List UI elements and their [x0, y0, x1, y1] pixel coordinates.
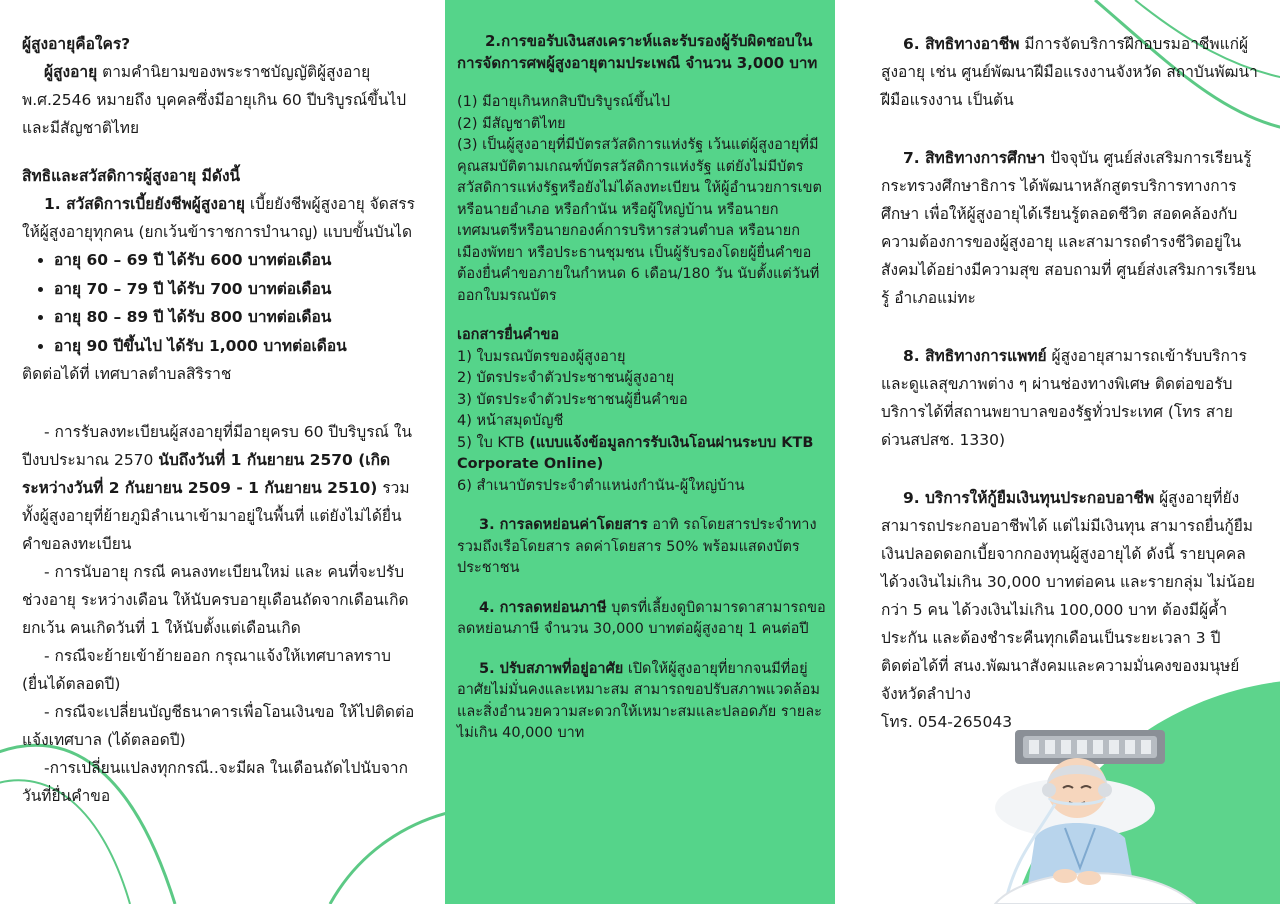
item8-medical: 8. สิทธิทางการแพทย์ ผู้สูงอายุสามารถเข้ารับบริการและดูแลสุขภาพต่าง ๆ ผ่านช่องทางพิเศษ ติดต่อขอรับบริการได้ที่สถานพยาบาลของรัฐทั่วประเทศ (โทร สายด่วนสปสช. 1330): [881, 347, 1247, 449]
document-item: 2) บัตรประจำตัวประชาชนผู้สูงอายุ: [457, 370, 675, 386]
condition-item: (1) มีอายุเกินหกสิบปีบริบูรณ์ขึ้นไป: [457, 94, 671, 110]
brochure-panel-left: [0, 0, 445, 904]
elderly-patient-in-bed-icon: [965, 718, 1215, 904]
document-item: 1) ใบมรณบัตรของผู้สูงอายุ: [457, 348, 626, 365]
item5-housing: 5. ปรับสภาพที่อยู่อาศัย เปิดให้ผู้สูงอายุที่ยากจนมีที่อยู่อาศัยไม่มั่นคงและเหมาะสม สามารถขอปรับสภาพแวดล้อมและสิ่งอำนวยความสะดวกให้เหมาะสมและปลอดภัย รายละไม่เกิน 40,000 บาท: [457, 660, 822, 741]
brochure-panel-right: [835, 0, 1280, 904]
list-item: • อายุ 80 – 89 ปี ได้รับ 800 บาทต่อเดือน: [54, 303, 417, 332]
item1-allowance: 1. สวัสดิการเบี้ยยังชีพผู้สูงอายุ เบี้ยยังชีพผู้สูงอายุ จัดสรรให้ผู้สูงอายุทุกคน (ยกเว้นข้าราชการบำนาญ) แบบขั้นบันได: [22, 195, 415, 241]
allowance-list: [22, 246, 417, 360]
bank-change-note: - กรณีจะเปลี่ยนบัญชีธนาคารเพื่อโอนเงินขอ ให้ไปติดต่อแจ้งเทศบาล (ได้ตลอดปี): [22, 703, 415, 749]
elderly-definition: ผู้สูงอายุ ตามคำนิยามของพระราชบัญญัติผู้สูงอายุ พ.ศ.2546 หมายถึง บุคคลซึ่งมีอายุเกิน 60 ปีบริบูรณ์ขึ้นไป และมีสัญชาติไทย: [22, 63, 407, 137]
documents-heading: เอกสารยื่นคำขอ: [457, 327, 560, 343]
list-item: • อายุ 70 – 79 ปี ได้รับ 700 บาทต่อเดือน: [54, 275, 417, 304]
registration-note: - การรับลงทะเบียนผู้สงอายุที่มีอายุครบ 60 ปีบริบูรณ์ ในปีงบประมาณ 2570 นับถึงวันที่ 1 กันยายน 2570 (เกิดระหว่างวันที่ 2 กันยายน 2509 - 1 กันยายน 2510) รวมทั้งผู้สูงอายุที่ย้ายภูมิลำเนาเข้ามาอยู่ในพื้นที่ แต่ยังไม่ได้ยื่นคำขอลงทะเบียน: [22, 423, 413, 553]
document-item: 3) บัตรประจำตัวประชาชนผู้ยื่นคำขอ: [457, 391, 688, 408]
brochure-panel-middle: [445, 0, 835, 904]
age-count-note: - การนับอายุ กรณี คนลงทะเบียนใหม่ และ คนที่จะปรับช่วงอายุ ระหว่างเดือน ให้นับครบอายุเดือนถัดจากเดือนเกิด ยกเว้น คนเกิดวันที่ 1 ให้นับตั้งแต่เดือนเกิด: [22, 563, 409, 637]
heading-who-is-elderly: ผู้สูงอายุคือใคร?: [22, 35, 131, 53]
rights-heading: สิทธิและสวัสดิการผู้สูงอายุ มีดังนี้: [22, 167, 241, 185]
move-note: - กรณีจะย้ายเข้าย้ายออก กรุณาแจ้งให้เทศบาลทราบ (ยื่นได้ตลอดปี): [22, 647, 391, 693]
item9-loan: 9. บริการให้กู้ยืมเงินทุนประกอบอาชีพ ผู้สูงอายุที่ยังสามารถประกอบอาชีพได้ แต่ไม่มีเงินทุน สามารถยื่นกู้ยืมเงินปลอดดอกเบี้ยจากกองทุนผู้สูงอายุได้ ดังนี้ รายบุคคลได้วงเงินไม่เกิน 30,000 บาทต่อคน และรายกลุ่ม ไม่น้อยกว่า 5 คน ได้วงเงินไม่เกิน 100,000 บาท ต้องมีผู้ค้ำประกัน และต้องชำระคืนทุกเดือนเป็นระยะเวลา 3 ปี ติดต่อได้ที่ สนง.พัฒนาสังคมและความมั่นคงของมนุษย์จังหวัดลำปาง: [881, 489, 1255, 703]
item7-education: 7. สิทธิทางการศึกษา ปัจจุบัน ศูนย์ส่งเสริมการเรียนรู้ กระทรวงศึกษาธิการ ได้พัฒนาหลักสูตรบริการทางการศึกษา เพื่อให้ผู้สูงอายุได้เรียนรู้ตลอดชีวิต สอดคล้องกับความต้องการของผู้สูงอายุ และสามารถดำรงชีวิตอยู่ในสังคมได้อย่างมีความสุข สอบถามที่ ศูนย์ส่งเสริมการเรียนรู้ อำเภอแม่ทะ: [881, 149, 1256, 307]
list-item: • อายุ 90 ปีขึ้นไป ได้รับ 1,000 บาทต่อเดือน: [54, 332, 417, 361]
document-item: 5) ใบ KTB (แบบแจ้งข้อมูลการรับเงินโอนผ่านระบบ KTB Corporate Online): [457, 434, 814, 472]
item4-tax-deduction: 4. การลดหย่อนภาษี บุตรที่เลี้ยงดูบิดามารดาสามารถขอลดหย่อนภาษี จำนวน 30,000 บาทต่อผู้สูงอายุ 1 คนต่อปี: [457, 599, 826, 637]
loan-phone: โทร. 054-265043: [881, 713, 1013, 731]
condition-item: (2) มีสัญชาติไทย: [457, 115, 566, 132]
item6-occupation: 6. สิทธิทางอาชีพ มีการจัดบริการฝึกอบรมอาชีพแก่ผู้สูงอายุ เช่น ศูนย์พัฒนาฝีมือแรงงานจังหวัด สถาบันพัฒนาฝีมือแรงงาน เป็นต้น: [881, 35, 1258, 109]
document-item: 4) หน้าสมุดบัญชี: [457, 413, 564, 429]
document-item: 6) สำเนาบัตรประจำตำแหน่งกำนัน-ผู้ใหญ่บ้าน: [457, 477, 745, 494]
list-item: • อายุ 60 – 69 ปี ได้รับ 600 บาทต่อเดือน: [54, 246, 417, 275]
condition-item: (3) เป็นผู้สูงอายุที่มีบัตรสวัสดิการแห่งรัฐ เว้นแต่ผู้สูงอายุที่มีคุณสมบัติตามเกณฑ์บัตรสวัสดิการแห่งรัฐ แต่ยังไม่มีบัตรสวัสดิการแห่งรัฐหรือยังไม่ได้ลงทะเบียน ให้ผู้อำนวยการเขต หรือนายอำเภอ หรือกำนัน หรือผู้ใหญ่บ้าน หรือนายกเทศมนตรีหรือนายกองค์การบริหารส่วนตำบล หรือนายกเมืองพัทยา หรือประธานชุมชน เป็นผู้รับรองโดยผู้ยื่นคำขอต้องยื่นคำขอภายในกำหนด 6 เดือน/180 วัน นับตั้งแต่วันที่ออกใบมรณบัตร: [457, 137, 822, 304]
item3-fare-discount: 3. การลดหย่อนค่าโดยสาร อาทิ รถโดยสารประจำทาง รวมถึงเรือโดยสาร ลดค่าโดยสาร 50% พร้อมแสดงบัตรประชาชน: [457, 517, 817, 576]
allowance-contact: ติดต่อได้ที่ เทศบาลตำบลสิริราช: [22, 365, 232, 383]
change-effect-note: -การเปลี่ยนแปลงทุกกรณี..จะมีผล ในเดือนถัดไปนับจากวันที่ยื่นคำขอ: [22, 759, 409, 805]
item2-heading: 2.การขอรับเงินสงเคราะห์และรับรองผู้รับผิดชอบในการจัดการศพผู้สูงอายุตามประเพณี จำนวน 3,000 บาท: [457, 32, 818, 72]
